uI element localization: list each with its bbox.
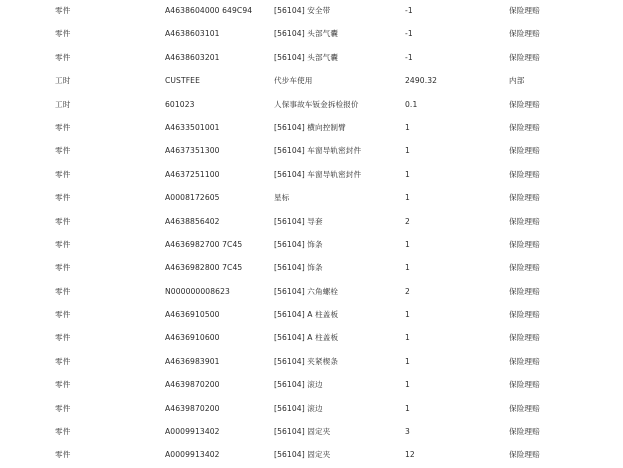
table-row (0, 140, 623, 163)
table-row (0, 398, 623, 421)
quantity-cell: 12 (405, 450, 415, 460)
quantity-cell: 1 (405, 403, 410, 413)
payment-type-cell: 保险理赔 (509, 52, 540, 62)
part-code-cell: 601023 (165, 99, 195, 109)
payment-type-cell: 保险理赔 (509, 169, 540, 179)
item-type-cell: 零件 (55, 450, 71, 460)
payment-type-cell: 内部 (509, 76, 525, 86)
item-type-cell: 零件 (55, 263, 71, 273)
item-type-cell: 零件 (55, 6, 71, 15)
part-code-cell: A4637351300 (165, 146, 220, 156)
payment-type-cell: 保险理赔 (509, 263, 540, 273)
quantity-cell: 1 (405, 380, 410, 390)
part-code-cell: A4638603101 (165, 29, 220, 39)
item-type-cell: 零件 (55, 356, 71, 366)
table-row (0, 444, 623, 467)
table-row (0, 70, 623, 93)
payment-type-cell: 保险理赔 (509, 333, 540, 343)
quantity-cell: 2 (405, 216, 410, 226)
quantity-cell: 1 (405, 122, 410, 132)
part-code-cell: A4637251100 (165, 169, 220, 179)
part-code-cell: A4639870200 (165, 403, 220, 413)
description-cell: [56104] 导套 (274, 216, 323, 226)
part-code-cell: A4636982700 7C45 (165, 239, 243, 249)
description-cell: 星标 (274, 193, 290, 203)
payment-type-cell: 保险理赔 (509, 286, 540, 296)
description-cell: [56104] 固定夹 (274, 450, 331, 460)
item-type-cell: 零件 (55, 403, 71, 413)
item-type-cell: 零件 (55, 122, 71, 132)
table-row (0, 257, 623, 280)
item-type-cell: 零件 (55, 380, 71, 390)
description-cell: [56104] 六角螺栓 (274, 286, 339, 296)
table-row (0, 23, 623, 46)
payment-type-cell: 保险理赔 (509, 239, 540, 249)
payment-type-cell: 保险理赔 (509, 427, 540, 437)
description-cell: 代步车使用 (274, 76, 313, 86)
part-code-cell: A4636910600 (165, 333, 220, 343)
quantity-cell: 2 (405, 286, 410, 296)
table-row (0, 47, 623, 70)
part-code-cell: A4638604000 649C94 (165, 6, 253, 15)
quantity-cell: 1 (405, 333, 410, 343)
item-type-cell: 零件 (55, 29, 71, 39)
payment-type-cell: 保险理赔 (509, 99, 540, 109)
description-cell: [56104] 饰条 (274, 263, 323, 273)
part-code-cell: A4636910500 (165, 310, 220, 320)
item-type-cell: 零件 (55, 146, 71, 156)
description-cell: [56104] 滚边 (274, 403, 323, 413)
table-row (0, 304, 623, 327)
part-code-cell: A4636982800 7C45 (165, 263, 243, 273)
item-type-cell: 工时 (55, 76, 71, 86)
part-code-cell: A4636983901 (165, 356, 220, 366)
table-row (0, 374, 623, 397)
payment-type-cell: 保险理赔 (509, 450, 540, 460)
quantity-cell: 1 (405, 310, 410, 320)
part-code-cell: A4638603201 (165, 52, 220, 62)
description-cell: [56104] 头部气囊 (274, 29, 339, 39)
description-cell: [56104] 夹紧楔条 (274, 356, 339, 366)
part-code-cell: A4638856402 (165, 216, 220, 226)
table-row (0, 164, 623, 187)
quantity-cell: 1 (405, 263, 410, 273)
quantity-cell: -1 (405, 29, 413, 39)
payment-type-cell: 保险理赔 (509, 6, 540, 15)
description-cell: [56104] 头部气囊 (274, 52, 339, 62)
table-row (0, 94, 623, 117)
quantity-cell: 3 (405, 427, 410, 437)
table-row (0, 351, 623, 374)
payment-type-cell: 保险理赔 (509, 29, 540, 39)
part-code-cell: N000000008623 (165, 286, 230, 296)
item-type-cell: 零件 (55, 239, 71, 249)
table-row (0, 327, 623, 350)
table-row (0, 211, 623, 234)
part-code-cell: A0008172605 (165, 193, 220, 203)
description-cell: [56104] 滚边 (274, 380, 323, 390)
description-cell: 人保事故车钣金拆检报价 (274, 99, 359, 109)
item-type-cell: 零件 (55, 216, 71, 226)
quantity-cell: 1 (405, 146, 410, 156)
description-cell: [56104] 横向控制臂 (274, 122, 346, 132)
description-cell: [56104] 固定夹 (274, 427, 331, 437)
item-type-cell: 零件 (55, 310, 71, 320)
payment-type-cell: 保险理赔 (509, 216, 540, 226)
description-cell: [56104] 饰条 (274, 239, 323, 249)
table-row (0, 421, 623, 444)
payment-type-cell: 保险理赔 (509, 356, 540, 366)
part-code-cell: A0009913402 (165, 427, 220, 437)
item-type-cell: 工时 (55, 99, 71, 109)
table-row (0, 234, 623, 257)
description-cell: [56104] 车窗导轨密封件 (274, 169, 362, 179)
quantity-cell: 2490.32 (405, 76, 438, 86)
quantity-cell: 1 (405, 356, 410, 366)
part-code-cell: A4633501001 (165, 122, 220, 132)
quantity-cell: 1 (405, 193, 410, 203)
item-type-cell: 零件 (55, 52, 71, 62)
table-row (0, 117, 623, 140)
part-code-cell: CUSTFEE (165, 76, 200, 86)
item-type-cell: 零件 (55, 169, 71, 179)
payment-type-cell: 保险理赔 (509, 146, 540, 156)
description-cell: [56104] A 柱盖板 (274, 333, 339, 343)
payment-type-cell: 保险理赔 (509, 310, 540, 320)
part-code-cell: A0009913402 (165, 450, 220, 460)
quantity-cell: 0.1 (405, 99, 418, 109)
description-cell: [56104] 安全带 (274, 6, 331, 15)
payment-type-cell: 保险理赔 (509, 122, 540, 132)
table-row (0, 281, 623, 304)
item-type-cell: 零件 (55, 427, 71, 437)
payment-type-cell: 保险理赔 (509, 380, 540, 390)
part-code-cell: A4639870200 (165, 380, 220, 390)
payment-type-cell: 保险理赔 (509, 403, 540, 413)
quantity-cell: 1 (405, 239, 410, 249)
item-type-cell: 零件 (55, 193, 71, 203)
table-row (0, 187, 623, 210)
table-row (0, 0, 623, 23)
item-type-cell: 零件 (55, 286, 71, 296)
quantity-cell: -1 (405, 6, 413, 15)
description-cell: [56104] A 柱盖板 (274, 310, 339, 320)
description-cell: [56104] 车窗导轨密封件 (274, 146, 362, 156)
quantity-cell: -1 (405, 52, 413, 62)
payment-type-cell: 保险理赔 (509, 193, 540, 203)
quantity-cell: 1 (405, 169, 410, 179)
item-type-cell: 零件 (55, 333, 71, 343)
